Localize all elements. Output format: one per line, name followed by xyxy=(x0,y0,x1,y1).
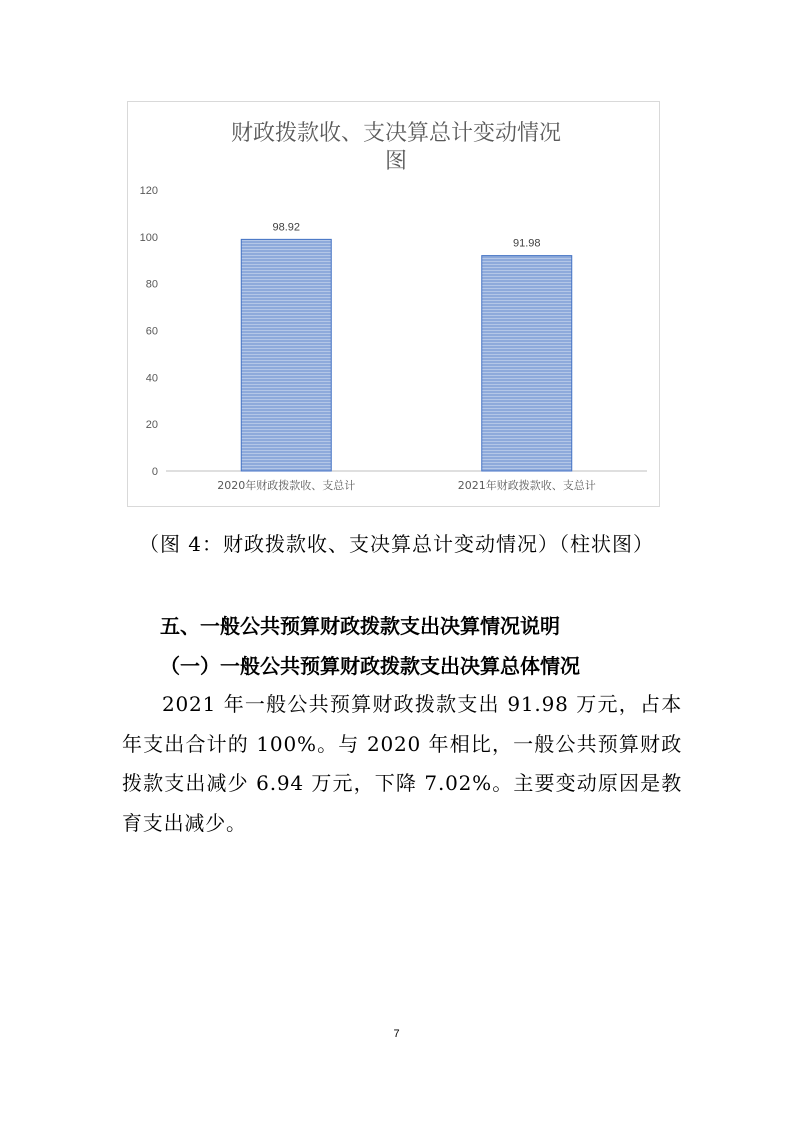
y-tick-label: 80 xyxy=(145,278,158,291)
page-number: 7 xyxy=(393,1028,400,1040)
x-category-label: 2021年财政拨款收、支总计 xyxy=(457,479,596,492)
bar-data-label: 91.98 xyxy=(512,237,541,250)
body-paragraph: 2021 年一般公共预算财政拨款支出 91.98 万元，占本年支出合计的 100%。与 2020 年相比，一般公共预算财政拨款支出减少 6.94 万元，下降 7.02%。主要变动原因是教育支出减少。 xyxy=(122,692,682,835)
chart-title-line: 财政拨款收、支决算总计变动情况 xyxy=(230,121,562,146)
chart-title-line: 图 xyxy=(384,149,408,174)
y-tick-label: 120 xyxy=(139,185,158,197)
y-tick-label: 100 xyxy=(139,231,158,244)
y-tick-label: 0 xyxy=(151,466,158,478)
x-category-label: 2020年财政拨款收、支总计 xyxy=(217,479,356,492)
bar xyxy=(482,256,572,471)
y-tick-label: 40 xyxy=(145,372,158,385)
y-tick-label: 20 xyxy=(145,419,158,432)
bar xyxy=(241,239,331,471)
chart-canvas xyxy=(128,102,659,506)
bar-chart xyxy=(127,101,660,507)
bar-data-label: 98.92 xyxy=(272,221,301,234)
y-tick-label: 60 xyxy=(145,325,158,338)
section-heading: 五、一般公共预算财政拨款支出决算情况说明 xyxy=(160,614,560,638)
figure-caption: （图 4：财政拨款收、支决算总计变动情况）（柱状图） xyxy=(138,532,655,556)
subsection-heading: （一）一般公共预算财政拨款支出决算总体情况 xyxy=(160,654,580,678)
